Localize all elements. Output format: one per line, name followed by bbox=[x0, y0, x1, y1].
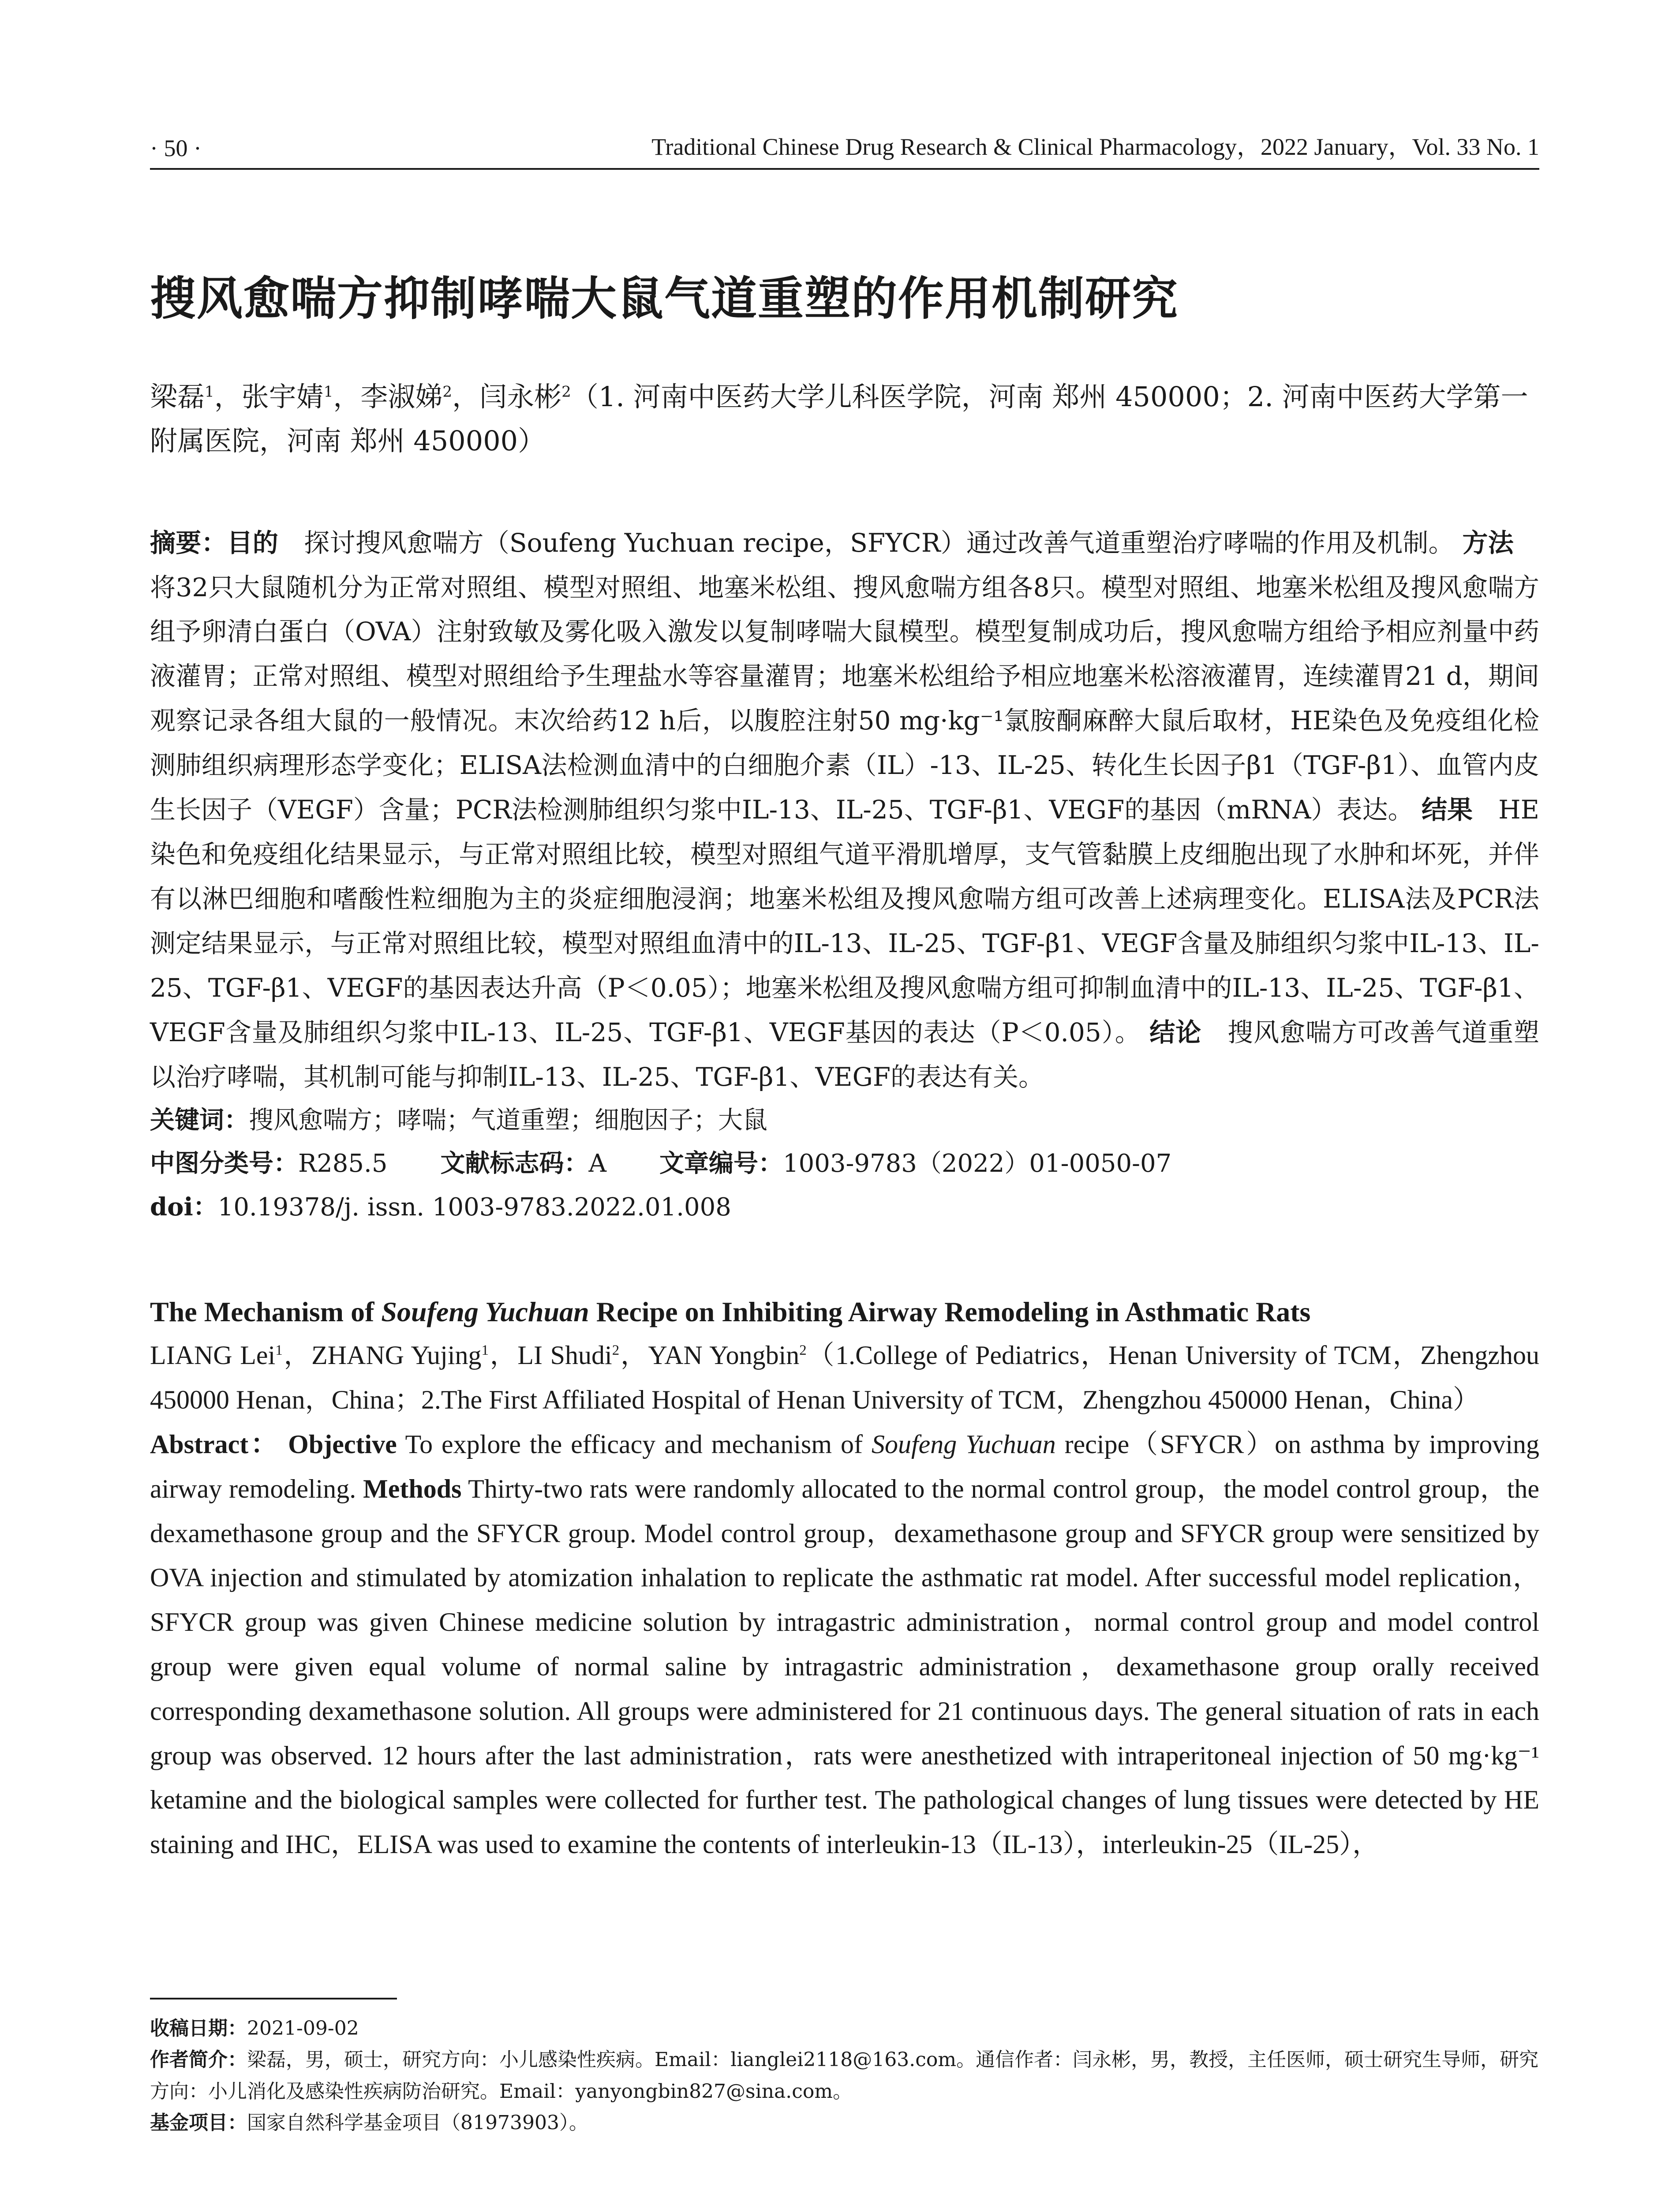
author-name: ，张宇婧 bbox=[214, 380, 324, 413]
authors-english bbox=[150, 1333, 1539, 1422]
keywords-label: 关键词： bbox=[150, 1106, 249, 1135]
bio-label: 作者简介： bbox=[150, 2048, 247, 2071]
classification-line bbox=[150, 1142, 1539, 1185]
keywords-text: 搜风愈喘方；哮喘；气道重塑；细胞因子；大鼠 bbox=[249, 1106, 767, 1135]
author-name: ，ZHANG Yujing bbox=[282, 1341, 482, 1370]
author-name: ，李淑娣 bbox=[333, 380, 443, 413]
author-name: ，闫永彬 bbox=[452, 380, 562, 413]
received-label: 收稿日期： bbox=[150, 2017, 247, 2040]
objective-en-text: To explore the efficacy and mechanism of bbox=[397, 1430, 872, 1459]
doc-code-label: 文献标志码： bbox=[440, 1149, 589, 1178]
title-en-part: Recipe on Inhibiting Airway Remodeling in Asthmatic Rats bbox=[589, 1296, 1311, 1328]
abstract-english bbox=[150, 1422, 1539, 1867]
footnotes bbox=[150, 1998, 1539, 2138]
abstract-en-label: Abstract： bbox=[150, 1430, 280, 1459]
author-sup: 1 bbox=[323, 383, 333, 401]
journal-citation: Traditional Chinese Drug Research & Clinical Pharmacology，2022 January，Vol. 33 No. 1 bbox=[651, 134, 1539, 160]
footnote-fund bbox=[150, 2107, 1539, 2138]
methods-en-text: Thirty-two rats were randomly allocated to the normal control group，the model control group，the dexamethasone group and the SFYCR group. Model control group，dexamethasone group and SFYCR group were sensitized by OVA injection and stimulated by atomization inhalation to replicate the asthmatic rat model. After successful model replication，SFYCR group was given Chinese medicine solution by intragastric administration，normal control group and model control group were given equal volume of normal saline by intragastric administration，dexamethasone group orally received corresponding dexamethasone solution. All groups were administered for 21 continuous days. The general situation of rats in each group was observed. 12 hours after the last administration，rats were anesthetized with intraperitoneal injection of 50 mg·kg⁻¹ ketamine and the biological samples were collected for further test. The pathological changes of lung tissues were detected by HE staining and IHC，ELISA was used to examine the contents of interleukin-13（IL-13），interleukin-25（IL-25）， bbox=[150, 1474, 1539, 1859]
methods-en-label: Methods bbox=[363, 1474, 462, 1503]
author-sup: 2 bbox=[612, 1342, 620, 1359]
received-date: 2021-09-02 bbox=[247, 2017, 359, 2040]
affiliation-chinese: （1. 河南中医药大学儿科医学院，河南 郑州 450000；2. 河南中医药大学第一附属医院，河南 郑州 450000） bbox=[150, 380, 1528, 457]
author-name: 梁磊 bbox=[150, 380, 205, 413]
article-number-label: 文章编号： bbox=[659, 1149, 783, 1178]
objective-en-text: recipe（SFYCR）on asthma by improving airway remodeling. bbox=[150, 1430, 1540, 1503]
abstract-label: 摘要： bbox=[150, 527, 227, 558]
authors-chinese bbox=[150, 375, 1539, 463]
author-sup: 1 bbox=[205, 383, 214, 401]
bio-text: 梁磊，男，硕士，研究方向：小儿感染性疾病。Email：lianglei2118@163.com。通信作者：闫永彬，男，教授，主任医师，硕士研究生导师，研究方向：小儿消化及感染性疾病防治研究。Email：yanyongbin827@sina.com。 bbox=[150, 2048, 1539, 2103]
author-name: ，YAN Yongbin bbox=[619, 1341, 800, 1370]
title-english bbox=[150, 1291, 1539, 1333]
running-header bbox=[150, 128, 1539, 170]
author-sup: 1 bbox=[481, 1342, 489, 1359]
author-name: ，LI Shudi bbox=[489, 1341, 612, 1370]
objective-label: 目的 bbox=[227, 527, 279, 558]
doi-label: doi： bbox=[150, 1192, 218, 1222]
doc-code-value: A bbox=[588, 1149, 606, 1178]
footnote-bio bbox=[150, 2044, 1539, 2107]
keywords bbox=[150, 1099, 1539, 1142]
author-sup: 2 bbox=[799, 1342, 807, 1359]
methods-text: 将32只大鼠随机分为正常对照组、模型对照组、地塞米松组、搜风愈喘方组各8只。模型对照组、地塞米松组及搜风愈喘方组予卵清白蛋白（OVA）注射致敏及雾化吸入激发以复制哮喘大鼠模型。模型复制成功后，搜风愈喘方组给予相应剂量中药液灌胃；正常对照组、模型对照组给予生理盐水等容量灌胃；地塞米松组给予相应地塞米松溶液灌胃，连续灌胃21 d，期间观察记录各组大鼠的一般情况。末次给药12 h后，以腹腔注射50 mg·kg⁻¹氯胺酮麻醉大鼠后取材，HE染色及免疫组化检测肺组织病理形态学变化；ELISA法检测血清中的白细胞介素（IL）-13、IL-25、转化生长因子β1（TGF-β1）、血管内皮生长因子（VEGF）含量；PCR法检测肺组织匀浆中IL-13、IL-25、TGF-β1、VEGF的基因（mRNA）表达。 bbox=[150, 527, 1539, 825]
paper-page bbox=[150, 128, 1539, 1867]
author-name: LIANG Lei bbox=[150, 1341, 276, 1370]
objective-text: 探讨搜风愈喘方（Soufeng Yuchuan recipe，SFYCR）通过改善气道重塑治疗哮喘的作用及机制。 bbox=[278, 527, 1454, 558]
methods-label: 方法 bbox=[1462, 527, 1514, 558]
doi-value[interactable]: 10.19378/j. issn. 1003-9783.2022.01.008 bbox=[217, 1193, 731, 1222]
results-text: HE染色和免疫组化结果显示，与正常对照组比较，模型对照组气道平滑肌增厚，支气管黏膜上皮细胞出现了水肿和坏死，并伴有以淋巴细胞和嗜酸性粒细胞为主的炎症细胞浸润；地塞米松组及搜风愈喘方组可改善上述病理变化。ELISA法及PCR法测定结果显示，与正常对照组比较，模型对照组血清中的IL-13、IL-25、TGF-β1、VEGF含量及肺组织匀浆中IL-13、IL-25、TGF-β1、VEGF的基因表达升高（P＜0.05）；地塞米松组及搜风愈喘方组可抑制血清中的IL-13、IL-25、TGF-β1、VEGF含量及肺组织匀浆中IL-13、IL-25、TGF-β1、VEGF基因的表达（P＜0.05）。 bbox=[150, 795, 1540, 1047]
article-number-value: 1003-9783（2022）01-0050-07 bbox=[782, 1149, 1172, 1178]
page-number: · 50 · bbox=[150, 135, 202, 161]
author-sup: 2 bbox=[561, 383, 571, 401]
affiliation-english: （1.College of Pediatrics，Henan University of TCM，Zhengzhou 450000 Henan，China；2.The First Affiliated Hospital of Henan University of TCM，Zhengzhou 450000 Henan，China） bbox=[150, 1341, 1540, 1415]
objective-en-italic: Soufeng Yuchuan bbox=[871, 1430, 1056, 1459]
fund-label: 基金项目： bbox=[150, 2111, 247, 2134]
title-en-italic: Soufeng Yuchuan bbox=[381, 1296, 589, 1328]
conclusion-text: 搜风愈喘方可改善气道重塑以治疗哮喘，其机制可能与抑制IL-13、IL-25、TGF-β1、VEGF的表达有关。 bbox=[150, 1017, 1540, 1092]
author-sup: 1 bbox=[275, 1342, 283, 1359]
fund-text: 国家自然科学基金项目（81973903）。 bbox=[247, 2111, 588, 2134]
doi-line bbox=[150, 1185, 1539, 1229]
title-en-part: The Mechanism of bbox=[150, 1296, 382, 1328]
clc-value: R285.5 bbox=[298, 1149, 388, 1178]
abstract-chinese bbox=[150, 521, 1539, 1099]
objective-en-label: Objective bbox=[288, 1430, 397, 1459]
footnote-received bbox=[150, 2013, 1539, 2044]
footnote-divider bbox=[150, 1998, 397, 1999]
author-sup: 2 bbox=[442, 383, 453, 401]
title-chinese: 搜风愈喘方抑制哮喘大鼠气道重塑的作用机制研究 bbox=[150, 272, 1179, 325]
conclusion-label: 结论 bbox=[1149, 1017, 1202, 1047]
results-label: 结果 bbox=[1422, 795, 1473, 825]
clc-label: 中图分类号： bbox=[150, 1149, 298, 1178]
